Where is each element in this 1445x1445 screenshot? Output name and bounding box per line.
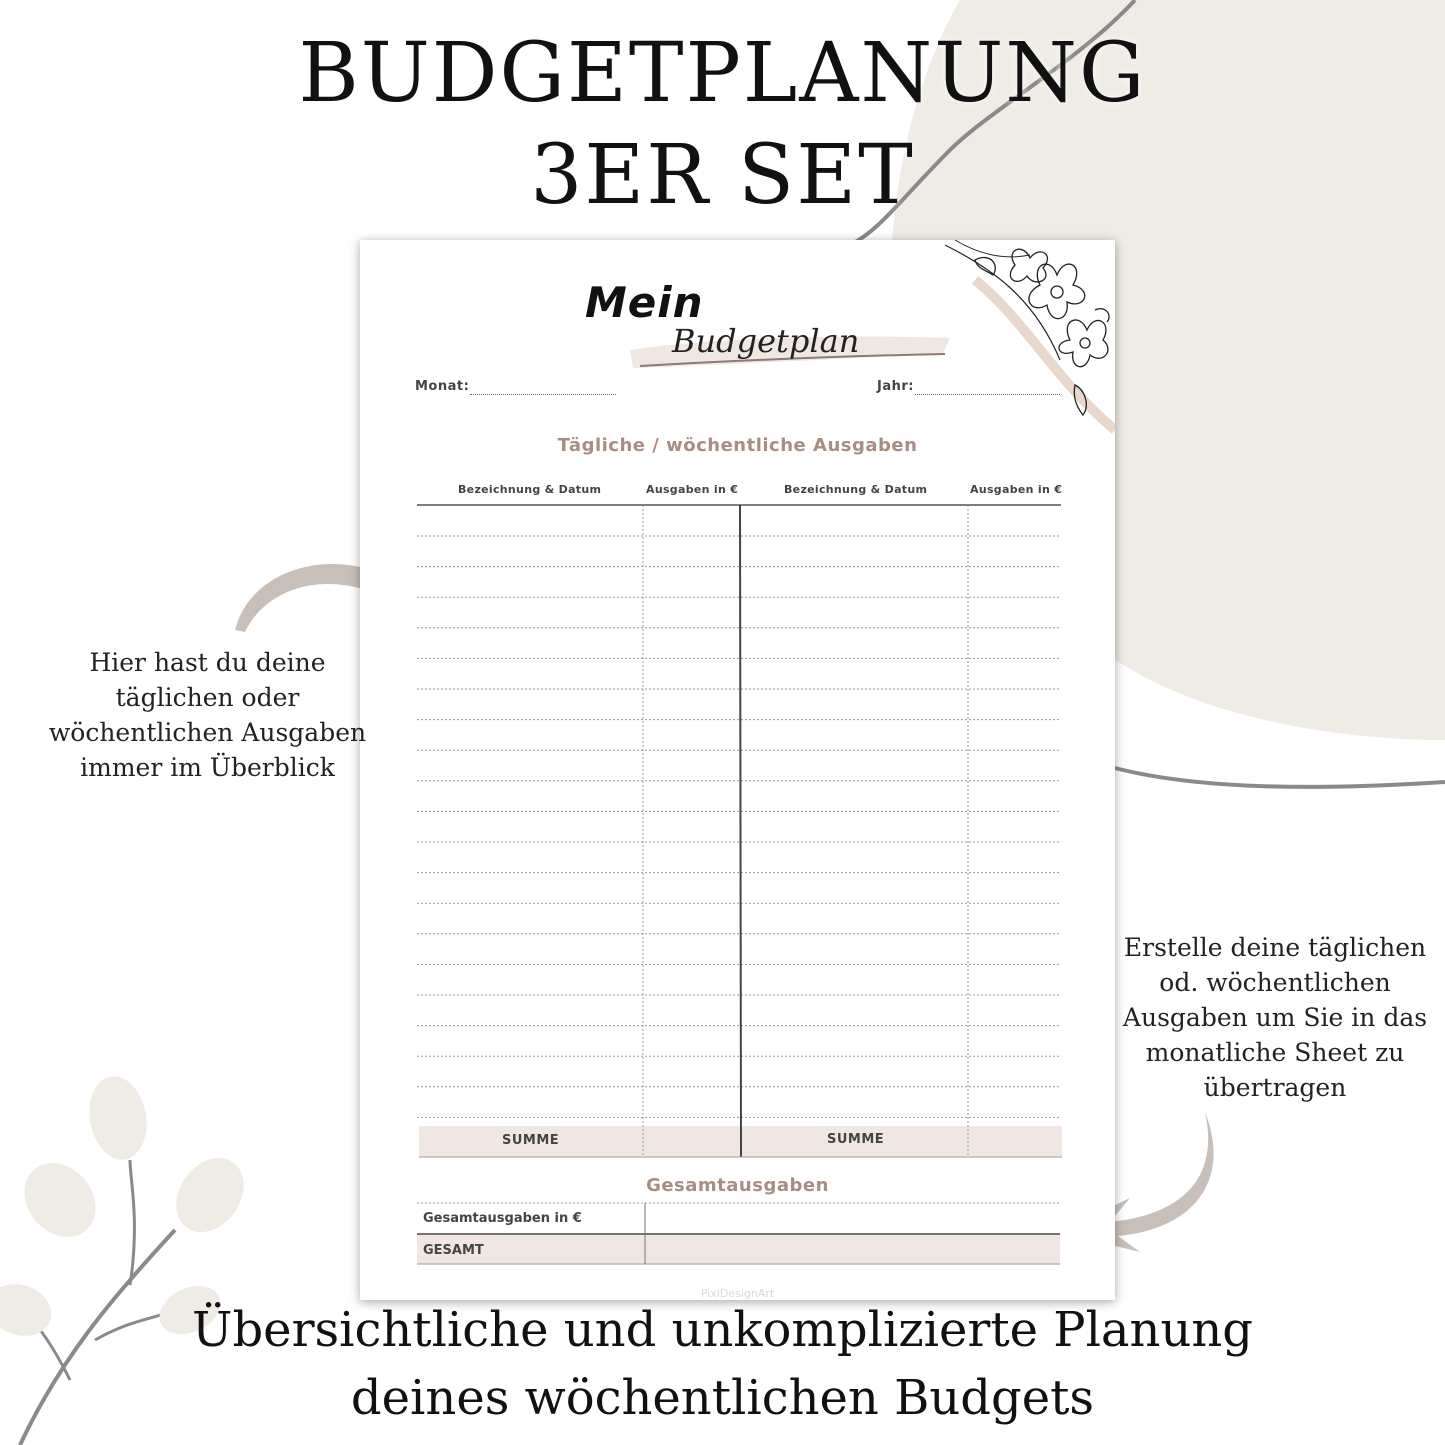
grand-total-label: GESAMT: [423, 1243, 484, 1258]
note-right-line: übertragen: [1203, 1073, 1347, 1102]
col-header-amount-2: Ausgaben in €: [970, 483, 1063, 496]
total-expenses-label: Gesamtausgaben in €: [423, 1211, 582, 1226]
summe-label-right: SUMME: [827, 1132, 885, 1147]
budget-sheet: [360, 240, 1115, 1300]
center-divider: [740, 505, 741, 1157]
sheet-title-mein: Mein: [585, 278, 704, 327]
summe-row-bg-right: [741, 1126, 1062, 1157]
note-right-line: Erstelle deine täglichen: [1123, 933, 1427, 962]
note-right-line: Ausgaben um Sie in das: [1122, 1003, 1428, 1032]
summe-row-bg-left: [419, 1126, 741, 1157]
note-right-line: monatliche Sheet zu: [1145, 1038, 1405, 1067]
footer-line2: deines wöchentlichen Budgets: [350, 1370, 1095, 1426]
col-header-description-2: Bezeichnung & Datum: [784, 483, 928, 496]
col-header-amount-1: Ausgaben in €: [646, 483, 739, 496]
note-right: [1110, 930, 1440, 1105]
sheet-title-budgetplan: Budgetplan: [672, 322, 860, 360]
note-left-line: täglichen oder: [115, 683, 300, 712]
note-right-line: od. wöchentlichen: [1159, 968, 1391, 997]
main-title-line1: BUDGETPLANUNG: [298, 26, 1147, 121]
gesamt-row-bg: [417, 1235, 1060, 1264]
footer-line1: Übersichtliche und unkomplizierte Planung: [191, 1302, 1253, 1358]
main-title-line2: 3ER SET: [530, 128, 915, 223]
summe-label-left: SUMME: [502, 1133, 560, 1148]
year-label: Jahr:: [877, 379, 914, 394]
note-left-line: immer im Überblick: [80, 753, 335, 782]
note-left-line: Hier hast du deine: [89, 648, 326, 677]
gray-curve-line-right: [1115, 768, 1445, 787]
daily-section-title: Tägliche / wöchentliche Ausgaben: [557, 435, 918, 456]
note-left: [30, 645, 385, 785]
month-label: Monat:: [415, 379, 470, 394]
note-left-line: wöchentlichen Ausgaben: [48, 718, 367, 747]
total-section-title: Gesamtausgaben: [646, 1175, 829, 1196]
expense-table: [360, 240, 1115, 1300]
col-header-description-1: Bezeichnung & Datum: [458, 483, 602, 496]
watermark: PixiDesignArt: [700, 1287, 775, 1300]
